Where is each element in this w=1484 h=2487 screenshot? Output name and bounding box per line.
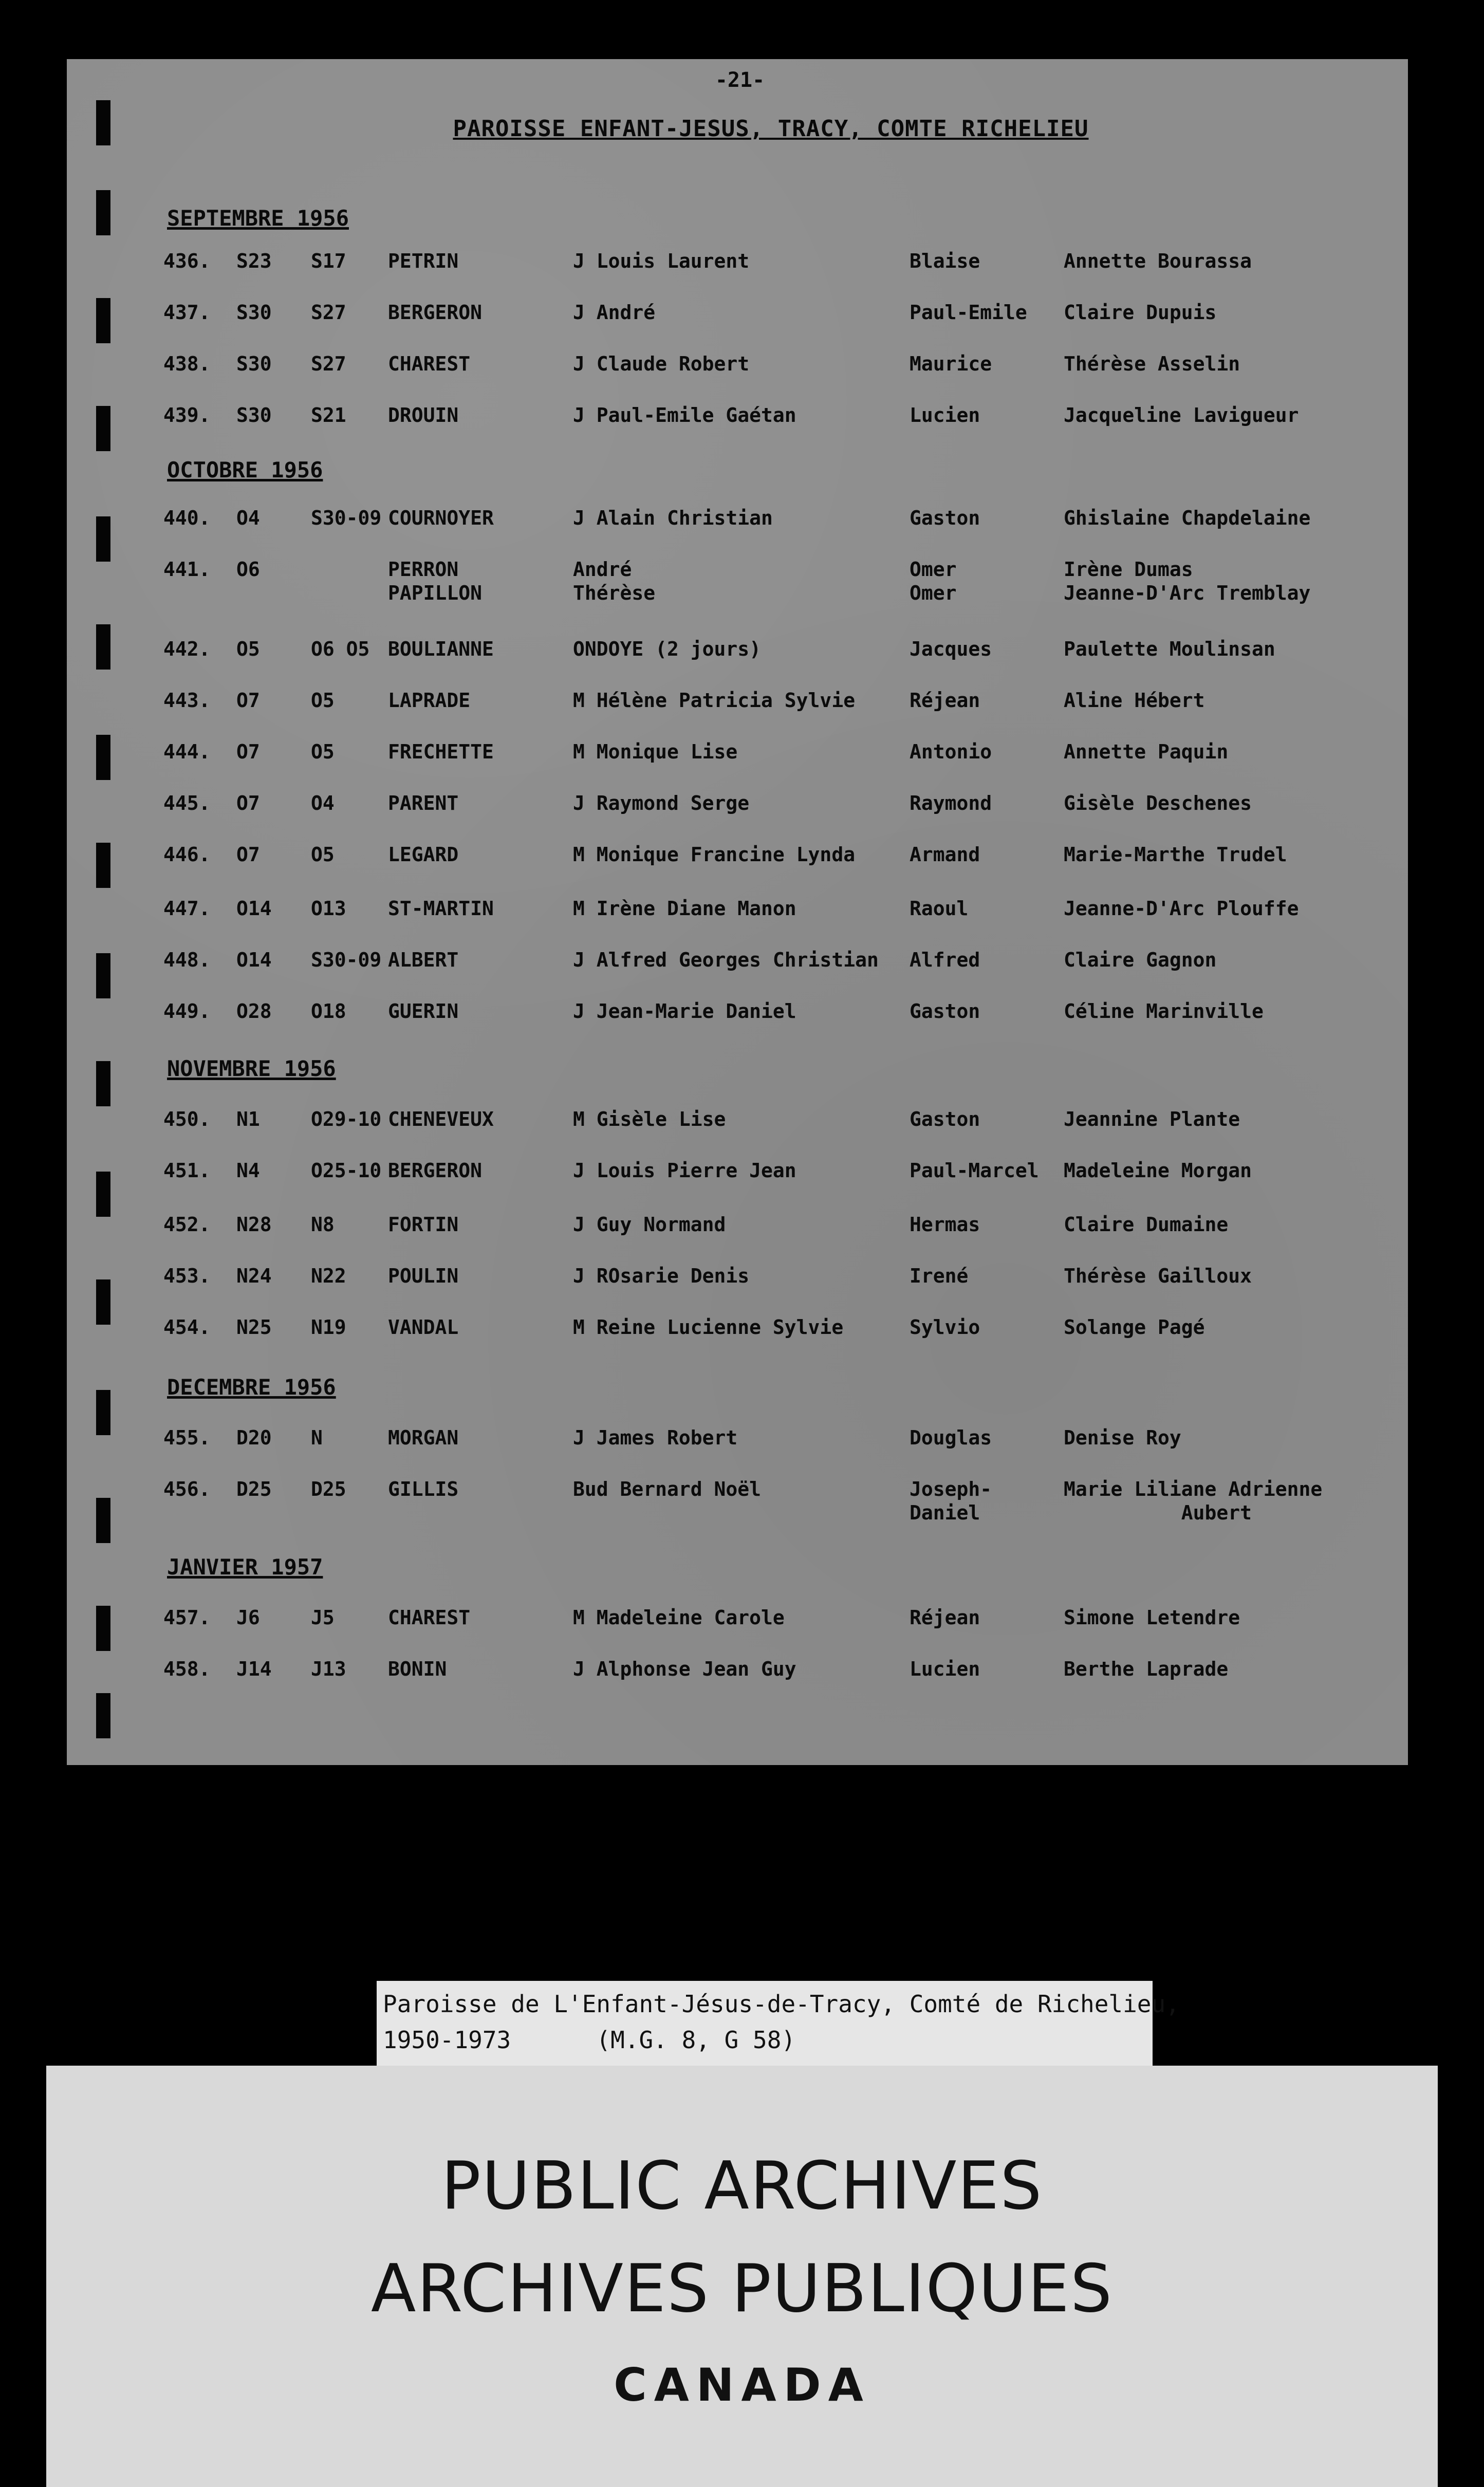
given-names: M Gisèle Lise xyxy=(573,1108,726,1130)
father-name: Lucien xyxy=(910,404,980,426)
birth-date: O5 xyxy=(311,843,335,866)
baptism-date: N25 xyxy=(236,1316,272,1339)
baptism-date: S30 xyxy=(236,352,272,375)
surname: DROUIN xyxy=(388,404,459,426)
mother-name: Berthe Laprade xyxy=(1064,1658,1229,1680)
baptism-date: O7 xyxy=(236,792,260,814)
surname: BERGERON xyxy=(388,1159,483,1182)
given-names: J Alphonse Jean Guy xyxy=(573,1658,796,1680)
entry-number: 448. xyxy=(163,949,211,971)
mother-name: Céline Marinville xyxy=(1064,1000,1264,1023)
father-name: Réjean xyxy=(910,1606,980,1629)
birth-date: S30-09 xyxy=(311,949,382,971)
baptism-date: N4 xyxy=(236,1159,260,1182)
entry-number: 451. xyxy=(163,1159,211,1182)
mother-name: Paulette Moulinsan xyxy=(1064,638,1275,660)
father-name: Alfred xyxy=(910,949,980,971)
father-name: Joseph- Daniel xyxy=(910,1478,992,1524)
entry-number: 438. xyxy=(163,352,211,375)
baptism-date: J6 xyxy=(236,1606,260,1629)
birth-date: S17 xyxy=(311,250,346,272)
father-name: Gaston xyxy=(910,1108,980,1130)
register-entry xyxy=(67,249,1408,295)
entry-number: 453. xyxy=(163,1265,211,1287)
mother-name: Marie Liliane Adrienne Aubert xyxy=(1064,1478,1323,1524)
father-name: Lucien xyxy=(910,1658,980,1680)
mother-name: Claire Gagnon xyxy=(1064,949,1217,971)
month-heading: NOVEMBRE 1956 xyxy=(167,1056,336,1081)
baptism-date: O4 xyxy=(236,507,260,529)
father-name: Raymond xyxy=(910,792,992,814)
birth-date: J5 xyxy=(311,1606,335,1629)
mother-name: Irène Dumas Jeanne-D'Arc Tremblay xyxy=(1064,558,1311,604)
surname: CHAREST xyxy=(388,1606,471,1629)
register-entry xyxy=(67,301,1408,347)
birth-date: O29-10 xyxy=(311,1108,382,1130)
baptism-date: O14 xyxy=(236,897,272,920)
birth-date: N xyxy=(311,1426,323,1449)
father-name: Armand xyxy=(910,843,980,866)
month-heading: OCTOBRE 1956 xyxy=(167,457,323,482)
entry-number: 458. xyxy=(163,1658,211,1680)
register-entry xyxy=(67,1264,1408,1310)
card-title-english: PUBLIC ARCHIVES xyxy=(441,2148,1043,2224)
mother-name: Simone Letendre xyxy=(1064,1606,1240,1629)
month-heading: JANVIER 1957 xyxy=(167,1554,323,1580)
father-name: Gaston xyxy=(910,507,980,529)
given-names: J Alain Christian xyxy=(573,507,773,529)
birth-date: O5 xyxy=(311,689,335,712)
entry-number: 452. xyxy=(163,1213,211,1236)
baptism-date: D20 xyxy=(236,1426,272,1449)
page-title: PAROISSE ENFANT-JESUS, TRACY, COMTE RICHELIEU xyxy=(453,116,1089,142)
birth-date: O18 xyxy=(311,1000,346,1023)
given-names: J Louis Laurent xyxy=(573,250,750,272)
given-names: J James Robert xyxy=(573,1426,738,1449)
birth-date: N22 xyxy=(311,1265,346,1287)
entry-number: 449. xyxy=(163,1000,211,1023)
mother-name: Claire Dupuis xyxy=(1064,301,1217,324)
entry-number: 439. xyxy=(163,404,211,426)
entry-number: 443. xyxy=(163,689,211,712)
father-name: Douglas xyxy=(910,1426,992,1449)
father-name: Paul-Emile xyxy=(910,301,1027,324)
baptism-date: S23 xyxy=(236,250,272,272)
given-names: M Monique Francine Lynda xyxy=(573,843,856,866)
birth-date: D25 xyxy=(311,1478,346,1500)
surname: FRECHETTE xyxy=(388,740,494,763)
register-entry xyxy=(67,1107,1408,1154)
surname: BONIN xyxy=(388,1658,447,1680)
surname: GILLIS xyxy=(388,1478,459,1500)
mother-name: Madeleine Morgan xyxy=(1064,1159,1252,1182)
surname: FORTIN xyxy=(388,1213,459,1236)
register-entry xyxy=(67,1606,1408,1652)
father-name: Sylvio xyxy=(910,1316,980,1339)
entry-number: 447. xyxy=(163,897,211,920)
given-names: J Guy Normand xyxy=(573,1213,726,1236)
father-name: Irené xyxy=(910,1265,969,1287)
birth-date: O25-10 xyxy=(311,1159,382,1182)
register-entry xyxy=(67,740,1408,786)
month-heading: SEPTEMBRE 1956 xyxy=(167,206,349,231)
given-names: Bud Bernard Noël xyxy=(573,1478,762,1500)
mother-name: Aline Hébert xyxy=(1064,689,1205,712)
baptism-date: O5 xyxy=(236,638,260,660)
given-names: M Monique Lise xyxy=(573,740,738,763)
register-entry xyxy=(67,897,1408,943)
baptism-date: O6 xyxy=(236,558,260,581)
father-name: Jacques xyxy=(910,638,992,660)
surname: BOULIANNE xyxy=(388,638,494,660)
surname: PARENT xyxy=(388,792,459,814)
entry-number: 441. xyxy=(163,558,211,581)
surname: BERGERON xyxy=(388,301,483,324)
baptism-date: D25 xyxy=(236,1478,272,1500)
binder-mark xyxy=(96,1061,110,1106)
month-heading: DECEMBRE 1956 xyxy=(167,1375,336,1400)
card-country: CANADA xyxy=(614,2359,870,2411)
identification-slip xyxy=(377,1981,1180,2066)
surname: POULIN xyxy=(388,1265,459,1287)
baptism-date: O7 xyxy=(236,843,260,866)
baptism-date: O14 xyxy=(236,949,272,971)
baptism-date: S30 xyxy=(236,301,272,324)
father-name: Omer Omer xyxy=(910,558,957,604)
entry-number: 446. xyxy=(163,843,211,866)
entry-number: 454. xyxy=(163,1316,211,1339)
surname: COURNOYER xyxy=(388,507,494,529)
mother-name: Jeannine Plante xyxy=(1064,1108,1240,1130)
given-names: André Thérèse xyxy=(573,558,656,604)
register-entry xyxy=(67,843,1408,889)
entry-number: 444. xyxy=(163,740,211,763)
birth-date: S27 xyxy=(311,352,346,375)
register-entry xyxy=(67,1315,1408,1362)
mother-name: Thérèse Asselin xyxy=(1064,352,1240,375)
mother-name: Gisèle Deschenes xyxy=(1064,792,1252,814)
surname: LEGARD xyxy=(388,843,459,866)
given-names: ONDOYE (2 jours) xyxy=(573,638,762,660)
surname: ALBERT xyxy=(388,949,459,971)
slip-line: 1950-1973 (M.G. 8, G 58) xyxy=(383,2026,796,2054)
baptism-date: O7 xyxy=(236,740,260,763)
given-names: J Jean-Marie Daniel xyxy=(573,1000,796,1023)
father-name: Paul-Marcel xyxy=(910,1159,1039,1182)
given-names: J Paul-Emile Gaétan xyxy=(573,404,796,426)
register-entry xyxy=(67,637,1408,683)
given-names: M Madeleine Carole xyxy=(573,1606,785,1629)
given-names: J Alfred Georges Christian xyxy=(573,949,879,971)
binder-mark xyxy=(96,100,110,145)
baptism-date: J14 xyxy=(236,1658,272,1680)
birth-date: O4 xyxy=(311,792,335,814)
baptism-date: S30 xyxy=(236,404,272,426)
birth-date: O6 O5 xyxy=(311,638,370,660)
birth-date: S21 xyxy=(311,404,346,426)
register-entry xyxy=(67,1159,1408,1205)
father-name: Hermas xyxy=(910,1213,980,1236)
baptism-date: O7 xyxy=(236,689,260,712)
birth-date: N19 xyxy=(311,1316,346,1339)
entry-number: 440. xyxy=(163,507,211,529)
given-names: J ROsarie Denis xyxy=(573,1265,750,1287)
entry-number: 437. xyxy=(163,301,211,324)
surname: CHAREST xyxy=(388,352,471,375)
mother-name: Marie-Marthe Trudel xyxy=(1064,843,1287,866)
card-title-french: ARCHIVES PUBLIQUES xyxy=(370,2251,1114,2327)
register-entry xyxy=(67,948,1408,994)
entry-number: 450. xyxy=(163,1108,211,1130)
surname: VANDAL xyxy=(388,1316,459,1339)
birth-date: S27 xyxy=(311,301,346,324)
father-name: Blaise xyxy=(910,250,980,272)
baptism-date: N28 xyxy=(236,1213,272,1236)
mother-name: Annette Bourassa xyxy=(1064,250,1252,272)
given-names: J André xyxy=(573,301,656,324)
birth-date: O13 xyxy=(311,897,346,920)
archives-card xyxy=(46,2066,1438,2487)
surname: PETRIN xyxy=(388,250,459,272)
father-name: Maurice xyxy=(910,352,992,375)
register-entry xyxy=(67,403,1408,450)
father-name: Réjean xyxy=(910,689,980,712)
surname: GUERIN xyxy=(388,1000,459,1023)
mother-name: Jacqueline Lavigueur xyxy=(1064,404,1299,426)
father-name: Antonio xyxy=(910,740,992,763)
surname: LAPRADE xyxy=(388,689,471,712)
given-names: M Hélène Patricia Sylvie xyxy=(573,689,856,712)
microfilm-page xyxy=(67,59,1408,1765)
entry-number: 445. xyxy=(163,792,211,814)
slip-line: Paroisse de L'Enfant-Jésus-de-Tracy, Comté de Richelieu, xyxy=(383,1990,1180,2018)
entry-number: 436. xyxy=(163,250,211,272)
given-names: M Reine Lucienne Sylvie xyxy=(573,1316,844,1339)
register-entry xyxy=(67,506,1408,552)
given-names: J Raymond Serge xyxy=(573,792,750,814)
father-name: Gaston xyxy=(910,1000,980,1023)
register-entry xyxy=(67,1426,1408,1472)
given-names: M Irène Diane Manon xyxy=(573,897,796,920)
birth-date: O5 xyxy=(311,740,335,763)
baptism-date: N24 xyxy=(236,1265,272,1287)
birth-date: J13 xyxy=(311,1658,346,1680)
register-entry xyxy=(67,558,1408,604)
register-entry xyxy=(67,352,1408,398)
entry-number: 457. xyxy=(163,1606,211,1629)
baptism-date: O28 xyxy=(236,1000,272,1023)
given-names: J Louis Pierre Jean xyxy=(573,1159,796,1182)
mother-name: Solange Pagé xyxy=(1064,1316,1205,1339)
birth-date: N8 xyxy=(311,1213,335,1236)
given-names: J Claude Robert xyxy=(573,352,750,375)
surname: ST-MARTIN xyxy=(388,897,494,920)
surname: MORGAN xyxy=(388,1426,459,1449)
register-entry xyxy=(67,1213,1408,1259)
mother-name: Annette Paquin xyxy=(1064,740,1229,763)
register-entry xyxy=(67,1477,1408,1524)
register-entry xyxy=(67,689,1408,735)
baptism-date: N1 xyxy=(236,1108,260,1130)
entry-number: 455. xyxy=(163,1426,211,1449)
birth-date: S30-09 xyxy=(311,507,382,529)
binder-mark xyxy=(96,190,110,235)
mother-name: Jeanne-D'Arc Plouffe xyxy=(1064,897,1299,920)
register-entry xyxy=(67,999,1408,1046)
surname: CHENEVEUX xyxy=(388,1108,494,1130)
father-name: Raoul xyxy=(910,897,969,920)
mother-name: Ghislaine Chapdelaine xyxy=(1064,507,1311,529)
surname: PERRON PAPILLON xyxy=(388,558,483,604)
mother-name: Thérèse Gailloux xyxy=(1064,1265,1252,1287)
page-number: -21- xyxy=(715,68,765,92)
mother-name: Denise Roy xyxy=(1064,1426,1181,1449)
entry-number: 442. xyxy=(163,638,211,660)
entry-number: 456. xyxy=(163,1478,211,1500)
register-entry xyxy=(67,791,1408,838)
register-entry xyxy=(67,1657,1408,1703)
mother-name: Claire Dumaine xyxy=(1064,1213,1229,1236)
